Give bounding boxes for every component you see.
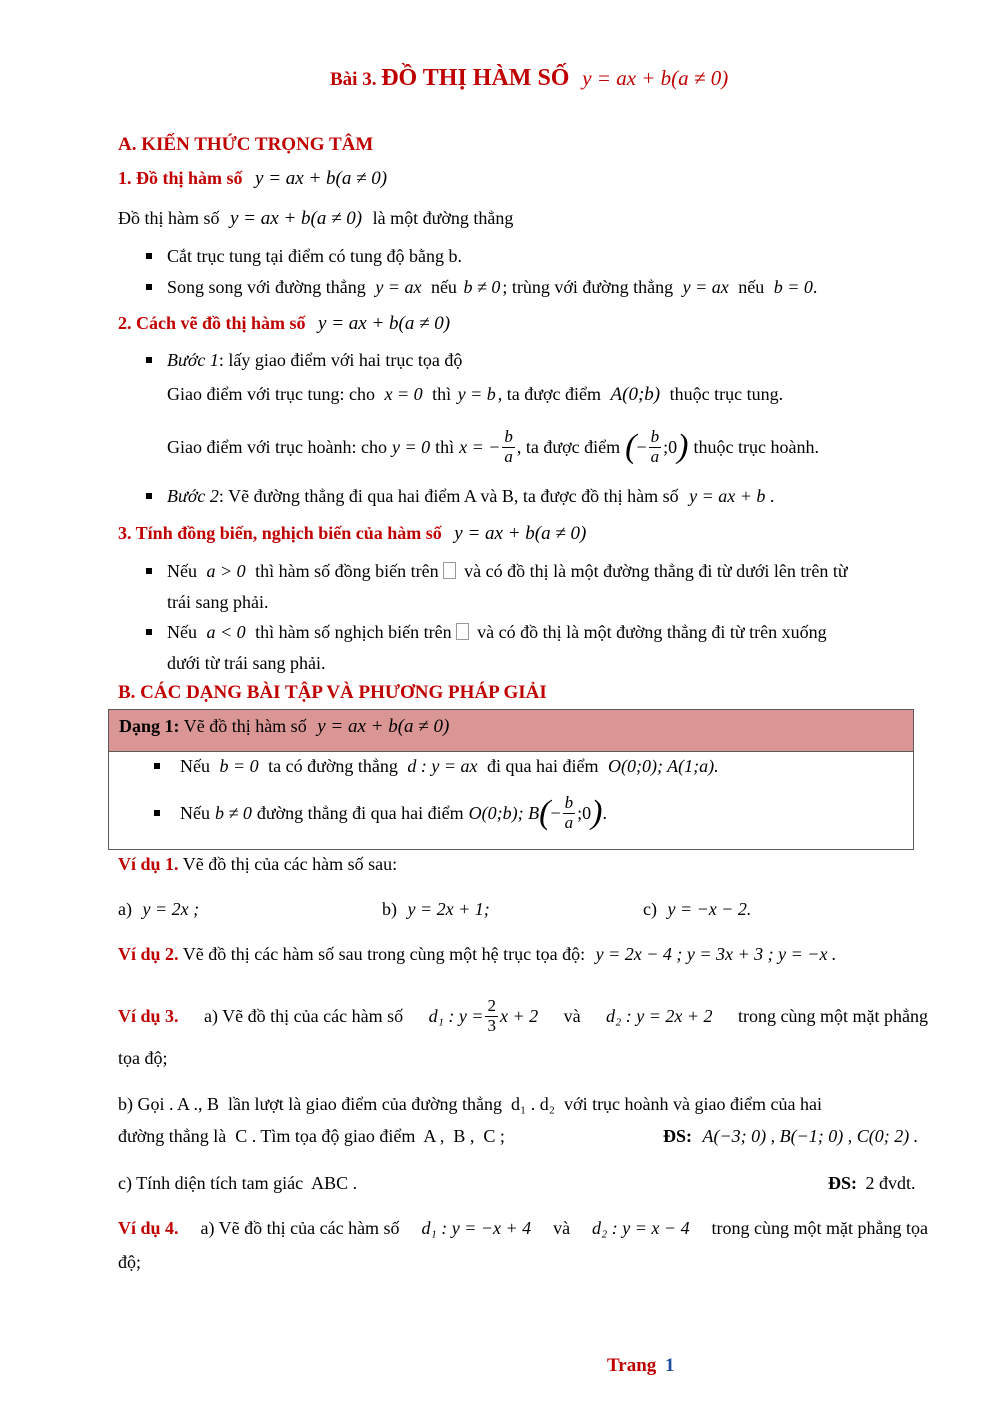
bullet-marker: [154, 810, 160, 816]
bullet-marker: [146, 357, 152, 363]
real-set-symbol-icon: [456, 623, 469, 640]
subheading-1: 1. Đồ thị hàm số y = ax + b(a ≠ 0): [118, 168, 388, 189]
bullet-marker: [154, 763, 160, 769]
dang-1-title: Dạng 1: Vẽ đồ thị hàm số y = ax + b(a ≠ 0): [119, 716, 450, 737]
fraction-b-over-a: $\frac{b}{a}$: [504, 426, 513, 466]
subheading-3: 3. Tính đồng biến, nghịch biến của hàm số y = ax + b(a ≠ 0): [118, 523, 587, 544]
subheading-2: 2. Cách vẽ đồ thị hàm số y = ax + b(a ≠ 0): [118, 313, 451, 334]
bullet-marker: [146, 568, 152, 574]
increasing-condition-cont: trái sang phải.: [167, 592, 269, 612]
step-1-x-axis-intercept: Giao điểm với trục hoành: cho y = 0 thì x = − $\frac{b}{a}$ , ta được điểm ( − $\frac{b}{a}$ ;0 ) thuộc trục hoành.: [167, 426, 819, 466]
page-title: Bài 3. ĐỒ THỊ HÀM SỐ y = ax + b(a ≠ 0): [330, 65, 729, 91]
example-3: Ví dụ 3. a) Vẽ đồ thị của các hàm số d₁ : y = $\frac{2}{3}$ x + 2 và d₂ : y = 2x + 2 trong cùng một mặt phẳng: [118, 995, 928, 1035]
bullet-y-intercept: Cắt trục tung tại điểm có tung độ bằng b.: [167, 246, 462, 266]
step-2: Bước 2: Vẽ đường thẳng đi qua hai điểm A và B, ta được đồ thị hàm số y = ax + b .: [167, 486, 775, 506]
section-b-heading: B. CÁC DẠNG BÀI TẬP VÀ PHƯƠNG PHÁP GIẢI: [118, 682, 547, 703]
example-3-b-line2: đường thẳng là C . Tìm tọa độ giao điểm A , B , C ;: [118, 1126, 505, 1146]
example-2: Ví dụ 2. Vẽ đồ thị các hàm số sau trong cùng một hệ trục tọa độ: y = 2x − 4 ; y = 3x + 3 ; y = −x .: [118, 944, 837, 964]
bullet-marker: [146, 284, 152, 290]
point-x-intercept: ( − $\frac{b}{a}$ ;0 ): [625, 426, 689, 466]
example-3-answer: ĐS: A(−3; 0) , B(−1; 0) , C(0; 2) .: [663, 1126, 919, 1146]
paragraph-graph-definition: Đồ thị hàm số y = ax + b(a ≠ 0) là một đường thẳng: [118, 208, 514, 229]
example-1-a: a) y = 2x ;: [118, 899, 200, 919]
example-3-c-answer: ĐS: 2 đvdt.: [828, 1173, 916, 1193]
example-3-b-line1: b) Gọi . A ., B lần lượt là giao điểm của đường thẳng d₁ . d₂ với trục hoành và giao điểm của hai: [118, 1094, 822, 1114]
dang-1-case-b-zero: Nếu b = 0 ta có đường thẳng d : y = ax đi qua hai điểm O(0;0); A(1;a).: [180, 756, 719, 776]
step-1: Bước 1: lấy giao điểm với hai trục tọa độ: [167, 350, 463, 370]
decreasing-condition-cont: dưới từ trái sang phải.: [167, 653, 326, 673]
bullet-marker: [146, 253, 152, 259]
step-1-y-axis-intercept: Giao điểm với trục tung: cho x = 0 thì y = b , ta được điểm A(0;b) thuộc trục tung.: [167, 384, 784, 405]
real-set-symbol-icon: [443, 562, 456, 579]
section-a-heading: A. KIẾN THỨC TRỌNG TÂM: [118, 134, 374, 155]
example-4: Ví dụ 4. a) Vẽ đồ thị của các hàm số d₁ : y = −x + 4 và d₂ : y = x − 4 trong cùng một mặt phẳng tọa: [118, 1218, 928, 1238]
example-1: Ví dụ 1. Vẽ đồ thị của các hàm số sau:: [118, 854, 398, 874]
example-1-b: b) y = 2x + 1;: [382, 899, 490, 919]
dang-1-case-b-nonzero: Nếu b ≠ 0 đường thẳng đi qua hai điểm O(0;b); B ( − $\frac{b}{a}$ ;0 ) .: [180, 792, 607, 832]
example-3-c: c) Tính diện tích tam giác ABC .: [118, 1173, 358, 1193]
page-number: 1: [665, 1355, 675, 1376]
example-4-cont: độ;: [118, 1252, 142, 1272]
decreasing-condition: Nếu a < 0 thì hàm số nghịch biến trên và có đồ thị là một đường thẳng đi từ trên xuống: [167, 622, 827, 642]
bullet-marker: [146, 629, 152, 635]
increasing-condition: Nếu a > 0 thì hàm số đồng biến trên và có đồ thị là một đường thẳng đi từ dưới lên trên từ: [167, 561, 848, 581]
example-3-cont: tọa độ;: [118, 1048, 168, 1068]
bullet-marker: [146, 493, 152, 499]
bullet-parallel: Song song với đường thẳng y = ax nếu b ≠ 0 ; trùng với đường thẳng y = ax nếu b = 0.: [167, 277, 818, 297]
page-footer: Trang 1: [607, 1355, 675, 1376]
example-1-c: c) y = −x − 2.: [643, 899, 752, 919]
